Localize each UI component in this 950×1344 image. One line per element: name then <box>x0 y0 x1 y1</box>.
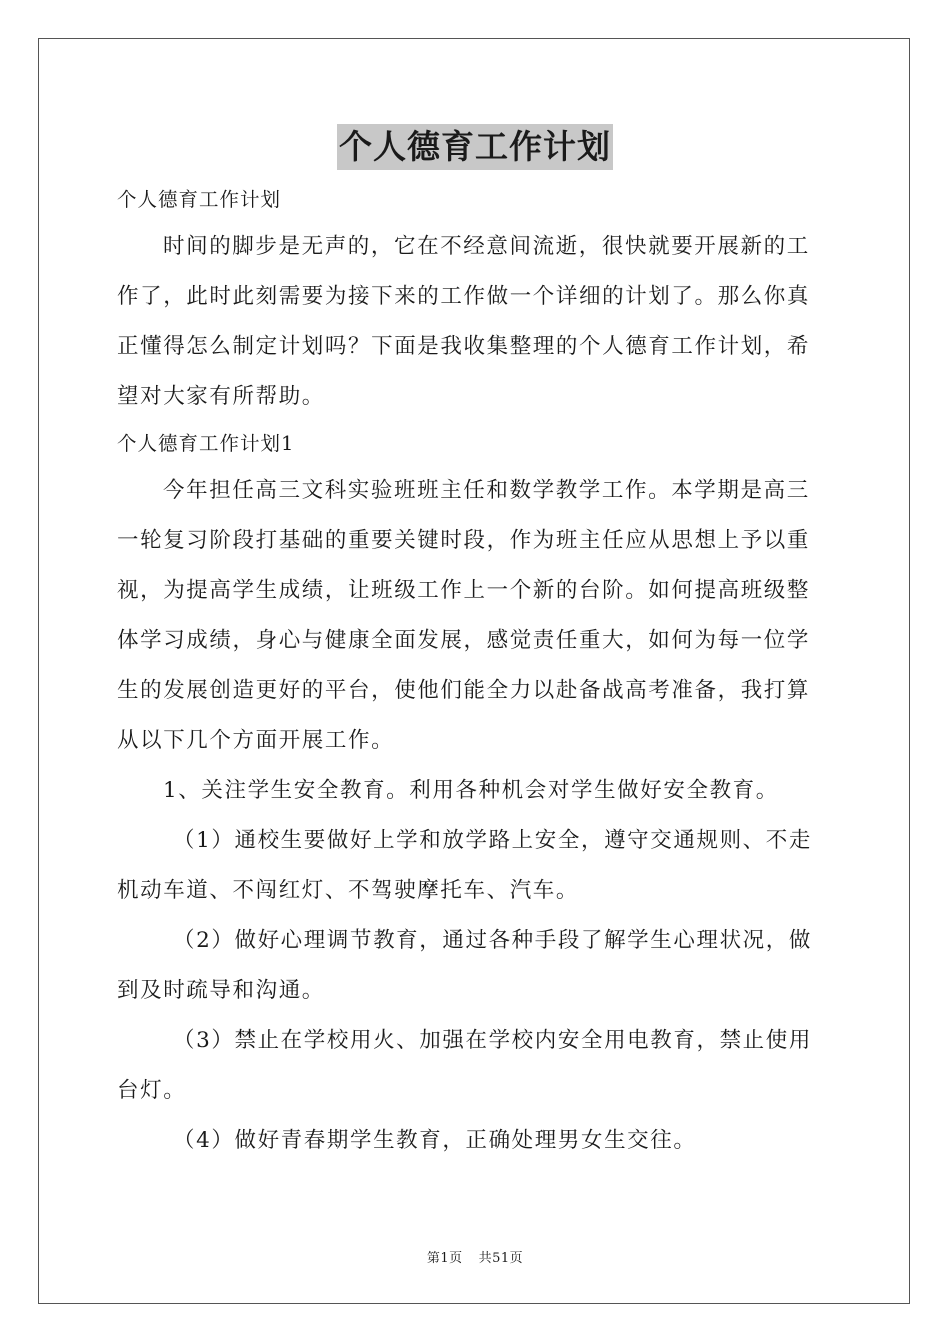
section-heading: 个人德育工作计划1 <box>117 432 295 455</box>
section-line-6: 从以下几个方面开展工作。 <box>117 728 395 753</box>
sub-item-1-line-1: （1）通校生要做好上学和放学路上安全，遵守交通规则、不走 <box>173 828 812 853</box>
section-line-4: 体学习成绩，身心与健康全面发展，感觉责任重大，如何为每一位学 <box>117 628 811 653</box>
title-container <box>0 124 950 170</box>
page-footer <box>0 1247 950 1266</box>
sub-item-3-line-2: 台灯。 <box>117 1078 187 1103</box>
section-line-3: 视，为提高学生成绩，让班级工作上一个新的台阶。如何提高班级整 <box>117 578 811 603</box>
section-line-2: 一轮复习阶段打基础的重要关键时段，作为班主任应从思想上予以重 <box>117 528 811 553</box>
intro-line-3: 正懂得怎么制定计划吗？下面是我收集整理的个人德育工作计划，希 <box>117 334 811 359</box>
sub-item-4: （4）做好青春期学生教育，正确处理男女生交往。 <box>173 1128 697 1153</box>
total-pages: 共51页 <box>478 1251 524 1266</box>
sub-item-2-line-1: （2）做好心理调节教育，通过各种手段了解学生心理状况，做 <box>173 928 812 953</box>
subtitle: 个人德育工作计划 <box>117 188 282 211</box>
intro-line-4: 望对大家有所帮助。 <box>117 384 325 409</box>
document-body <box>117 178 835 1166</box>
document-title: 个人德育工作计划 <box>337 124 613 170</box>
intro-line-2: 作了，此时此刻需要为接下来的工作做一个详细的计划了。那么你真 <box>117 284 811 309</box>
sub-item-1-line-2: 机动车道、不闯红灯、不驾驶摩托车、汽车。 <box>117 878 580 903</box>
page-number: 第1页 <box>426 1251 463 1266</box>
sub-item-3-line-1: （3）禁止在学校用火、加强在学校内安全用电教育，禁止使用 <box>173 1028 812 1053</box>
section-line-1: 今年担任高三文科实验班班主任和数学教学工作。本学期是高三 <box>163 478 810 503</box>
section-line-5: 生的发展创造更好的平台，使他们能全力以赴备战高考准备，我打算 <box>117 678 811 703</box>
sub-item-2-line-2: 到及时疏导和沟通。 <box>117 978 325 1003</box>
intro-line-1: 时间的脚步是无声的，它在不经意间流逝，很快就要开展新的工 <box>163 234 810 259</box>
item-1: 1、关注学生安全教育。利用各种机会对学生做好安全教育。 <box>163 778 779 803</box>
